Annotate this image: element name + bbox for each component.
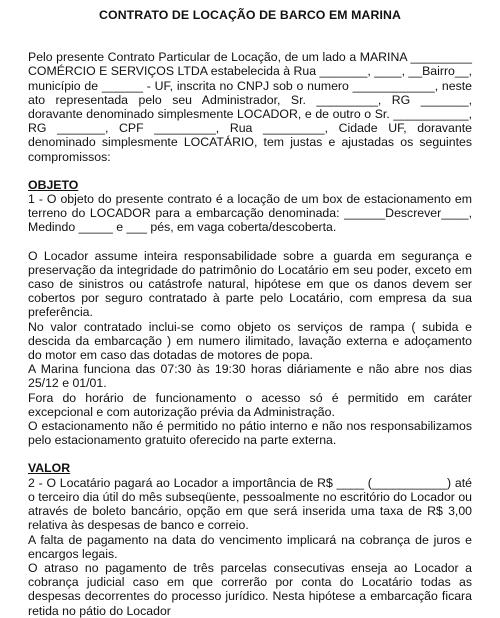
valor-paragraph-2: A falta de pagamento na data do vencimento implicará na cobrança de juros e encargos legais. (28, 532, 472, 561)
objeto-paragraph-2: O Locador assume inteira responsabilidade sobre a guarda em segurança e preservação da integridade do patrimônio do Locatário em seu poder, exceto em caso de sinistros ou catástrofe natural, hipótese em que os danos devem ser cobertos por seguro contratado à parte pelo Locatário, com empresa da sua preferência. (28, 248, 472, 320)
objeto-paragraph-1: 1 - O objeto do presente contrato é a locação de um box de estacionamento em terreno do LOCADOR para a embarcação denominada: ______Descrever____, Medindo _____ e ___ pés, em vaga coberta/descoberta. (28, 192, 472, 235)
objeto-paragraph-4: A Marina funciona das 07:30 às 19:30 horas diáriamente e não abre nos dias 25/12 e 01/01. (28, 362, 472, 391)
document-title: CONTRATO DE LOCAÇÃO DE BARCO EM MARINA (99, 8, 401, 22)
objeto-paragraph-3: No valor contratado inclui-se como objeto os serviços de rampa ( subida e descida da embarcação ) em numero ilimitado, lavação externa e adoçamento do motor em caso das dotadas de motores de popa. (28, 319, 472, 363)
intro-paragraph: Pelo presente Contrato Particular de Locação, de um lado a MARINA _________ COMÉRCIO E SERVIÇOS LTDA estabelecida à Rua _______, ____, __Bairro__, município de ______ - UF, inscrita no CNPJ sob o numero ____________, neste ato representada pelo seu Administrador, Sr. _________, RG _______, doravante denominado simplesmente LOCADOR, e de outro o Sr. ___________, RG _______, CPF _________, Rua _________, Cidade UF, doravante denominado simplesmente LOCATÁRIO, tem justas e ajustadas os seguintes compromissos: (28, 50, 472, 164)
objeto-paragraph-5: Fora do horário de funcionamento o acesso só é permitido em caráter excepcional e com autorização prévia da Administração. (28, 390, 472, 419)
section-heading-valor: VALOR (28, 461, 71, 476)
objeto-paragraph-6: O estacionamento não é permitido no pátio interno e não nos responsabilizamos pelo estacionamento gratuito oferecido na parte externa. (28, 419, 472, 448)
valor-paragraph-3: O atraso no pagamento de três parcelas consecutivas enseja ao Locador a cobrança judicial caso em que correrão por conta do Locatário todas as despesas decorrentes do processo jurídico. Nesta hipótese a embarcação ficara retida no pátio do Locador (28, 560, 472, 618)
section-heading-objeto: OBJETO (28, 177, 79, 192)
valor-paragraph-1: 2 - O Locatário pagará ao Locador a importância de R$ ____ (___________) até o terceiro dia útil do mês subseqüente, pessoalmente no escritório do Locador ou através de boleto bancário, opção em que será inserida uma taxa de R$ 3,00 relativa às despesas de banco e correio. (28, 475, 472, 533)
contract-page (28, 8, 472, 618)
